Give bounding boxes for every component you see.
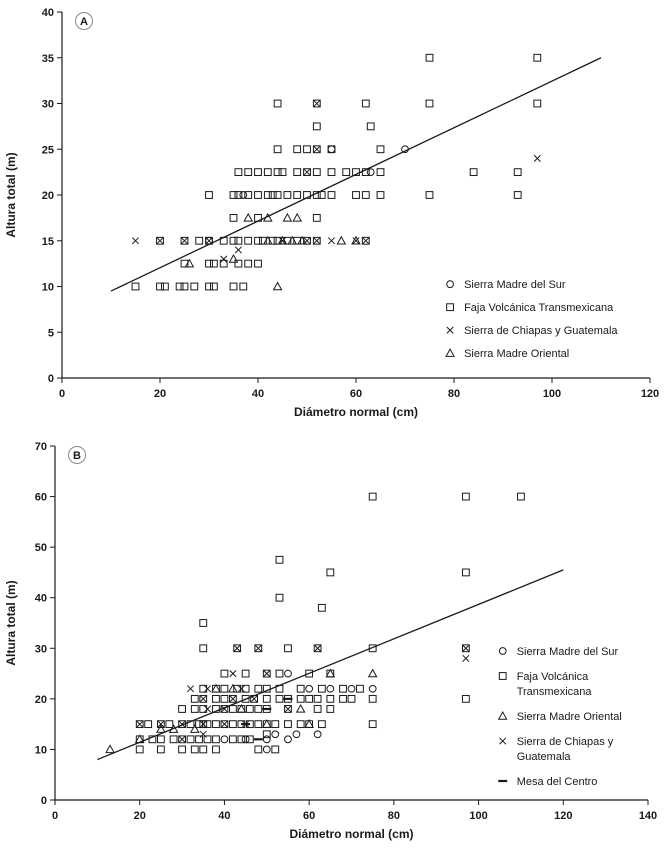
square-marker <box>255 721 262 728</box>
square-marker <box>318 685 325 692</box>
square-marker <box>166 721 173 728</box>
square-marker <box>136 746 143 753</box>
square-marker <box>272 721 279 728</box>
triangle-marker <box>244 214 252 221</box>
square-marker <box>343 169 350 176</box>
square-marker <box>196 237 203 244</box>
legend-label: Transmexicana <box>516 686 592 699</box>
triangle-marker <box>230 255 238 262</box>
x-tick-label: 80 <box>447 388 461 400</box>
square-marker <box>221 670 228 677</box>
square-marker <box>211 283 218 290</box>
square-marker <box>340 695 347 702</box>
triangle-marker <box>499 712 507 719</box>
square-marker <box>274 100 281 107</box>
x-tick-label: 20 <box>153 388 167 400</box>
y-tick-label: 20 <box>34 693 47 706</box>
square-marker <box>327 695 334 702</box>
legend-label: Mesa del Centro <box>516 776 598 789</box>
square-marker <box>242 670 249 677</box>
square-marker <box>276 556 283 563</box>
y-tick-label: 20 <box>41 190 54 202</box>
square-marker <box>157 746 164 753</box>
square-marker <box>340 685 347 692</box>
square-marker <box>313 214 320 221</box>
square-marker <box>314 695 321 702</box>
panel-label: A <box>80 16 88 28</box>
triangle-marker <box>283 214 291 221</box>
y-tick-label: 40 <box>34 592 47 605</box>
x-tick-label: 140 <box>638 810 658 822</box>
triangle-marker <box>274 283 282 290</box>
y-tick-label: 10 <box>34 744 47 757</box>
regression-line <box>111 58 601 291</box>
circle-marker <box>293 731 300 738</box>
square-marker <box>514 169 521 176</box>
circle-marker <box>327 685 334 692</box>
legend-label: Sierra Madre Oriental <box>516 711 622 724</box>
square-marker <box>132 283 139 290</box>
square-marker <box>274 192 281 199</box>
square-marker <box>357 685 364 692</box>
square-marker <box>306 695 313 702</box>
x-tick-label: 0 <box>58 388 66 400</box>
square-marker <box>294 146 301 153</box>
square-marker <box>162 283 169 290</box>
square-marker <box>211 260 218 267</box>
circle-marker <box>348 685 355 692</box>
square-marker <box>264 192 271 199</box>
square-marker <box>327 706 334 713</box>
square-marker <box>255 746 262 753</box>
square-marker <box>235 260 242 267</box>
circle-marker <box>272 731 279 738</box>
y-tick-label: 10 <box>41 281 54 294</box>
square-marker <box>327 569 334 576</box>
legend-label: Sierra de Chiapas y <box>516 736 614 749</box>
square-marker <box>314 706 321 713</box>
square-marker <box>246 706 253 713</box>
x-tick-label: 120 <box>640 388 660 400</box>
square-marker <box>196 736 203 743</box>
square-marker <box>272 746 279 753</box>
square-marker <box>369 695 376 702</box>
square-marker <box>176 283 183 290</box>
square-marker <box>534 54 541 61</box>
square-marker <box>534 100 541 107</box>
square-marker <box>285 645 292 652</box>
square-marker <box>297 685 304 692</box>
square-marker <box>181 283 188 290</box>
square-marker <box>213 746 220 753</box>
y-tick-label: 50 <box>34 542 47 555</box>
square-marker <box>367 123 374 130</box>
square-marker <box>221 695 228 702</box>
square-marker <box>235 169 242 176</box>
square-marker <box>200 645 207 652</box>
regression-line <box>97 570 563 760</box>
x-tick-label: 20 <box>133 810 146 822</box>
square-marker <box>230 192 237 199</box>
y-tick-label: 35 <box>41 52 54 65</box>
square-marker <box>240 283 247 290</box>
square-marker <box>313 123 320 130</box>
circle-marker <box>328 146 335 153</box>
square-marker <box>179 746 186 753</box>
x-axis-title: Diámetro normal (cm) <box>289 827 414 841</box>
legend-label: Guatemala <box>516 751 571 764</box>
square-marker <box>285 721 292 728</box>
square-marker <box>230 214 237 221</box>
legend-label: Faja Volcánica <box>516 671 589 684</box>
square-marker <box>235 237 242 244</box>
square-marker <box>255 192 262 199</box>
square-marker <box>313 169 320 176</box>
y-axis-title: Altura total (m) <box>4 152 18 238</box>
circle-marker <box>263 746 270 753</box>
square-marker <box>284 192 291 199</box>
x-tick-label: 100 <box>469 810 488 822</box>
x-tick-label: 100 <box>542 388 562 400</box>
square-marker <box>426 192 433 199</box>
chart-svg-b <box>0 428 666 851</box>
square-marker <box>157 736 164 743</box>
triangle-marker <box>297 705 305 712</box>
x-tick-label: 80 <box>387 810 400 822</box>
y-tick-label: 30 <box>34 643 47 656</box>
circle-marker <box>221 736 228 743</box>
triangle-marker <box>106 745 114 752</box>
square-marker <box>213 736 220 743</box>
square-marker <box>353 192 360 199</box>
square-marker <box>276 594 283 601</box>
square-marker <box>328 192 335 199</box>
square-marker <box>377 192 384 199</box>
square-marker <box>255 706 262 713</box>
square-marker <box>191 746 198 753</box>
y-axis-title: Altura total (m) <box>4 580 18 666</box>
square-marker <box>274 146 281 153</box>
square-marker <box>230 721 237 728</box>
circle-marker <box>285 670 292 677</box>
square-marker <box>191 283 198 290</box>
y-tick-label: 15 <box>41 235 54 248</box>
square-marker <box>318 721 325 728</box>
square-marker <box>191 695 198 702</box>
square-marker <box>191 706 198 713</box>
triangle-marker <box>369 670 377 677</box>
y-tick-label: 5 <box>47 327 54 340</box>
square-marker <box>518 493 525 500</box>
circle-marker <box>263 736 270 743</box>
x-tick-label: 60 <box>303 810 316 822</box>
square-marker <box>294 192 301 199</box>
y-tick-label: 70 <box>34 441 47 453</box>
square-marker <box>230 736 237 743</box>
square-marker <box>170 736 177 743</box>
y-tick-label: 60 <box>34 491 47 504</box>
square-marker <box>230 706 237 713</box>
square-marker <box>514 192 521 199</box>
y-tick-label: 25 <box>41 144 54 157</box>
square-marker <box>206 260 213 267</box>
square-marker <box>499 673 506 680</box>
square-marker <box>206 192 213 199</box>
square-marker <box>276 670 283 677</box>
square-marker <box>377 146 384 153</box>
triangle-marker <box>293 214 301 221</box>
square-marker <box>297 695 304 702</box>
square-marker <box>348 695 355 702</box>
chart-panel-b <box>0 428 666 851</box>
square-marker <box>304 146 311 153</box>
legend-label: Sierra Madre Oriental <box>464 348 570 361</box>
circle-marker <box>306 685 313 692</box>
legend-label: Sierra de Chiapas y Guatemala <box>464 325 618 338</box>
square-marker <box>263 695 270 702</box>
square-marker <box>297 721 304 728</box>
circle-marker <box>367 169 374 176</box>
square-marker <box>426 54 433 61</box>
square-marker <box>245 169 252 176</box>
circle-marker <box>369 685 376 692</box>
square-marker <box>221 685 228 692</box>
square-marker <box>377 169 384 176</box>
y-tick-label: 40 <box>41 7 54 19</box>
circle-marker <box>240 192 247 199</box>
square-marker <box>200 746 207 753</box>
square-marker <box>294 169 301 176</box>
square-marker <box>255 169 262 176</box>
square-marker <box>269 192 276 199</box>
square-marker <box>255 685 262 692</box>
x-tick-label: 40 <box>218 810 231 822</box>
square-marker <box>276 695 283 702</box>
triangle-marker <box>191 725 199 732</box>
legend-label: Faja Volcánica Transmexicana <box>464 302 614 315</box>
square-marker <box>145 721 152 728</box>
square-marker <box>362 100 369 107</box>
square-marker <box>279 169 286 176</box>
square-marker <box>369 493 376 500</box>
square-marker <box>245 237 252 244</box>
square-marker <box>204 736 211 743</box>
square-marker <box>318 604 325 611</box>
square-marker <box>179 706 186 713</box>
square-marker <box>206 283 213 290</box>
square-marker <box>255 237 262 244</box>
y-tick-label: 0 <box>47 373 54 385</box>
square-marker <box>187 736 194 743</box>
panel-label: B <box>73 450 81 462</box>
circle-marker <box>314 731 321 738</box>
x-tick-label: 0 <box>51 810 59 822</box>
square-marker <box>470 169 477 176</box>
square-marker <box>318 192 325 199</box>
square-marker <box>264 169 271 176</box>
square-marker <box>447 304 454 311</box>
square-marker <box>462 695 469 702</box>
y-tick-label: 0 <box>40 795 47 807</box>
square-marker <box>426 100 433 107</box>
y-tick-label: 30 <box>41 98 54 111</box>
square-marker <box>274 169 281 176</box>
square-marker <box>462 493 469 500</box>
square-marker <box>230 283 237 290</box>
square-marker <box>362 192 369 199</box>
triangle-marker <box>337 237 345 244</box>
square-marker <box>157 283 164 290</box>
x-tick-label: 120 <box>554 810 573 822</box>
square-marker <box>369 721 376 728</box>
triangle-marker <box>446 349 454 356</box>
square-marker <box>245 260 252 267</box>
square-marker <box>213 695 220 702</box>
circle-marker <box>447 281 454 288</box>
x-tick-label: 40 <box>251 388 265 400</box>
circle-marker <box>499 648 506 655</box>
circle-marker <box>285 736 292 743</box>
square-marker <box>328 169 335 176</box>
square-marker <box>213 721 220 728</box>
circle-marker <box>242 736 249 743</box>
legend-label: Sierra Madre del Sur <box>516 646 619 659</box>
square-marker <box>230 237 237 244</box>
square-marker <box>255 260 262 267</box>
legend-label: Sierra Madre del Sur <box>464 279 566 292</box>
square-marker <box>462 569 469 576</box>
x-tick-label: 60 <box>349 388 363 400</box>
x-axis-title: Diámetro normal (cm) <box>293 405 419 419</box>
square-marker <box>200 620 207 627</box>
